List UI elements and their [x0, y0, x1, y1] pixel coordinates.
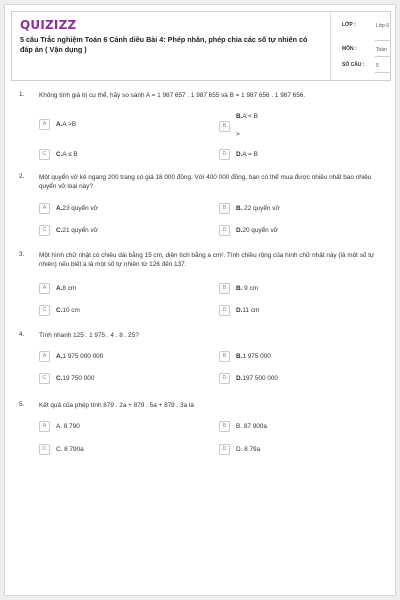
count-underline — [375, 72, 391, 73]
question-number: 3. — [19, 251, 25, 258]
option-letter: A — [39, 351, 50, 362]
option-b-extra: > — [236, 131, 240, 138]
option-text: 197 500 000 — [242, 375, 278, 382]
option-letter: D — [219, 149, 230, 160]
option-letter: B — [219, 121, 230, 132]
option-text: 22 quyển vở — [242, 205, 280, 212]
question-number: 2. — [19, 173, 25, 180]
option-letter: A — [39, 203, 50, 214]
subject-label: MÔN : — [342, 46, 357, 52]
option-text: 19 750 000 — [62, 375, 95, 382]
option-letter: C — [39, 225, 50, 236]
option-letter: A — [39, 119, 50, 130]
option-text: A >B — [62, 121, 77, 128]
option-letter: D — [219, 225, 230, 236]
question-text: Một hình chữ nhật có chiều dài bằng 15 cm, diện tích bằng a cm². Tính chiều rộng của hình chữ nhật này (là một số tự nhiên) nếu biết a là một số tự nhiên từ 126 đến 137. — [39, 252, 375, 268]
option-text: 8 cm — [62, 285, 77, 292]
option-b[interactable]: B B.1 975 000 — [219, 351, 379, 363]
option-d[interactable]: D D.A = B — [219, 149, 379, 161]
option-c[interactable]: C C.A ≤ B — [39, 149, 199, 161]
question-text: Kết quả của phép tính 879 . 2a + 879 . 5a + 879 . 3a là — [39, 402, 194, 409]
option-letter: D — [219, 305, 230, 316]
count-value: 5 — [376, 63, 379, 69]
question-text: Không tính giá trị cụ thể, hãy so sánh A = 1 987 657 . 1 987 655 và B = 1 987 656 . 1 987 656. — [39, 92, 306, 99]
option-c[interactable]: C C.19 750 000 — [39, 373, 199, 385]
option-letter: A — [39, 283, 50, 294]
class-underline — [375, 40, 391, 41]
subject-value: Toán — [376, 47, 387, 53]
option-text: 10 cm — [62, 307, 80, 314]
option-letter: D — [219, 444, 230, 455]
option-c[interactable]: C C.10 cm — [39, 305, 199, 317]
option-b[interactable]: B B.A < B — [219, 119, 379, 131]
option-text: 11 cm — [242, 307, 260, 314]
question-text: Tính nhanh 125 . 1 975 . 4 . 8 . 25? — [39, 332, 139, 339]
quizizz-logo: QUIZIZZ — [20, 18, 77, 32]
option-text: A < B — [242, 113, 258, 120]
question-text: Một quyển vở kẻ ngang 200 trang có giá 18 000 đồng. Với 400 000 đồng, bạn có thể mua được nhiều nhất bao nhiêu quyển vở loại này? — [39, 174, 372, 190]
option-text: 1 975 000 000 — [62, 353, 104, 360]
option-b[interactable]: B B. 22 quyển vở — [219, 203, 379, 215]
question-number: 1. — [19, 91, 25, 98]
option-letter: B — [219, 203, 230, 214]
count-label: SỐ CÂU : — [342, 62, 365, 68]
header-divider — [330, 12, 331, 80]
question-number: 4. — [19, 331, 25, 338]
option-d[interactable]: D D.11 cm — [219, 305, 379, 317]
worksheet-page — [4, 4, 396, 596]
option-letter: D — [219, 373, 230, 384]
option-text: 1 975 000 — [242, 353, 271, 360]
option-c[interactable]: C C.21 quyển vở — [39, 225, 199, 237]
option-text: D. 8 79a — [236, 446, 261, 453]
option-text: A = B — [242, 151, 258, 158]
subject-underline — [375, 56, 391, 57]
option-a[interactable]: A A.8 cm — [39, 283, 199, 295]
option-letter: C — [39, 444, 50, 455]
class-value: Lớp 6 — [376, 23, 390, 29]
option-text: 23 quyển vở — [62, 205, 98, 212]
option-text: B. 87 900a — [236, 423, 267, 430]
option-text: 21 quyển vở — [62, 227, 98, 234]
option-a[interactable]: A A.1 975 000 000 — [39, 351, 199, 363]
option-letter: B — [219, 421, 230, 432]
option-b[interactable] — [219, 421, 379, 433]
option-c[interactable] — [39, 444, 199, 456]
worksheet-header — [11, 11, 391, 81]
option-letter: A — [39, 421, 50, 432]
option-letter: C — [39, 149, 50, 160]
option-letter: B — [219, 351, 230, 362]
question-number: 5. — [19, 401, 25, 408]
option-a[interactable]: A A.23 quyển vở — [39, 203, 199, 215]
option-letter: C — [39, 373, 50, 384]
page-title: 5 câu Trắc nghiệm Toán 6 Cánh diều Bài 4: Phép nhân, phép chia các số tự nhiên có đáp án ( Vận dụng ) — [20, 35, 308, 54]
option-d[interactable] — [219, 444, 379, 456]
option-b[interactable]: B B. 9 cm — [219, 283, 379, 295]
option-text: A. 8 790 — [56, 423, 80, 430]
option-d[interactable]: D D.197 500 000 — [219, 373, 379, 385]
option-letter: C — [39, 305, 50, 316]
option-text: 9 cm — [242, 285, 259, 292]
class-label: LỚP : — [342, 22, 356, 28]
option-a[interactable]: A A.A >B — [39, 119, 199, 131]
option-text: C. 8 790a — [56, 446, 84, 453]
option-d[interactable]: D D.20 quyển vở — [219, 225, 379, 237]
option-text: 20 quyển vở — [242, 227, 278, 234]
option-text: A ≤ B — [62, 151, 78, 158]
option-letter: B — [219, 283, 230, 294]
option-a[interactable] — [39, 421, 199, 433]
